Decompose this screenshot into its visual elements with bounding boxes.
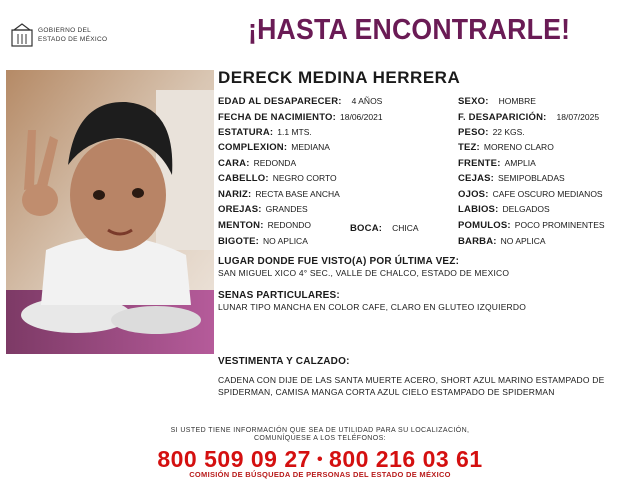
field-cara — [218, 158, 296, 169]
person-name: DERECK MEDINA HERRERA — [218, 68, 461, 87]
state-government-logo — [10, 22, 130, 48]
contact-note-line1: SI USTED TIENE INFORMACIÓN QUE SEA DE UTILIDAD PARA SU LOCALIZACIÓN, — [170, 427, 470, 434]
field-label: BOCA: — [350, 223, 383, 234]
field-label: NARIZ: — [218, 189, 252, 200]
child-photo-icon — [6, 70, 214, 354]
marks-title: SENAS PARTICULARES: — [218, 290, 340, 301]
field-value: DELGADOS — [502, 204, 550, 214]
field-value: SEMIPOBLADAS — [498, 173, 565, 183]
field-fecha-desaparicion — [458, 112, 599, 123]
field-label: ESTATURA: — [218, 127, 274, 138]
field-value: 18/06/2021 — [340, 112, 383, 122]
field-value: REDONDA — [253, 158, 297, 168]
field-label: PESO: — [458, 127, 489, 138]
field-menton — [218, 220, 311, 231]
field-bigote — [218, 236, 308, 247]
clothing-title: VESTIMENTA Y CALZADO: — [218, 356, 350, 367]
field-label: CARA: — [218, 158, 250, 169]
field-nariz — [218, 189, 340, 200]
last-seen-text: SAN MIGUEL XICO 4° SEC., VALLE DE CHALCO, ESTADO DE MEXICO — [218, 268, 510, 278]
logo-text-line2: ESTADO DE MÉXICO — [38, 36, 108, 43]
field-value: HOMBRE — [498, 96, 536, 106]
field-value: RECTA BASE ANCHA — [255, 189, 340, 199]
field-label: FRENTE: — [458, 158, 501, 169]
field-label: EDAD AL DESAPARECER: — [218, 96, 342, 107]
field-label: TEZ: — [458, 142, 480, 153]
field-label: BIGOTE: — [218, 236, 259, 247]
field-pomulos — [458, 220, 605, 231]
field-peso — [458, 127, 525, 138]
field-value: MEDIANA — [291, 142, 330, 152]
field-value: GRANDES — [265, 204, 308, 214]
field-label: OJOS: — [458, 189, 489, 200]
field-cejas — [458, 173, 565, 184]
headline: ¡HASTA ENCONTRARLE! — [248, 14, 571, 46]
field-label: OREJAS: — [218, 204, 262, 215]
field-value: CAFE OSCURO MEDIANOS — [492, 189, 603, 199]
phone-number-1[interactable]: 800 509 09 27 — [157, 446, 311, 472]
field-value: 18/07/2025 — [556, 112, 600, 122]
field-label: CEJAS: — [458, 173, 495, 184]
field-value: 1.1 MTS. — [277, 127, 312, 137]
field-value: REDONDO — [267, 220, 312, 230]
marks-text: LUNAR TIPO MANCHA EN COLOR CAFE, CLARO EN GLUTEO IZQUIERDO — [218, 302, 527, 312]
commission-name: COMISIÓN DE BÚSQUEDA DE PERSONAS DEL ESTADO DE MÉXICO — [189, 470, 451, 479]
last-seen-title: LUGAR DONDE FUE VISTO(A) POR ÚLTIMA VEZ: — [218, 256, 460, 267]
field-label: SEXO: — [458, 96, 489, 107]
field-label: LABIOS: — [458, 204, 499, 215]
phone-separator: • — [316, 451, 324, 468]
field-tez — [458, 142, 554, 153]
clothing-text: CADENA CON DIJE DE LAS SANTA MUERTE ACERO, SHORT AZUL MARINO ESTAMPADO DE SPIDERMAN, CAMISA MANGA CORTA AZUL CIELO ESTAMPADO DE SPIDERMAN — [218, 375, 605, 397]
field-value: NO APLICA — [262, 236, 308, 246]
field-value: NEGRO CORTO — [272, 173, 337, 183]
field-value: MORENO CLARO — [483, 142, 554, 152]
field-sexo — [458, 96, 536, 107]
contact-note-line2: COMUNÍQUESE A LOS TELÉFONOS: — [253, 435, 387, 442]
field-edad — [218, 96, 382, 107]
field-value: NO APLICA — [500, 236, 546, 246]
phone-number-2[interactable]: 800 216 03 61 — [329, 446, 483, 472]
field-label: FECHA DE NACIMIENTO: — [218, 112, 336, 123]
field-value: 4 AÑOS — [351, 96, 383, 106]
field-value: 22 KGS. — [492, 127, 525, 137]
field-complexion — [218, 142, 330, 153]
field-label: F. DESAPARICIÓN: — [458, 112, 547, 123]
field-boca — [350, 223, 419, 234]
missing-person-photo — [6, 70, 214, 354]
logo-text-line1: GOBIERNO DEL — [38, 27, 92, 34]
phone-numbers — [0, 446, 640, 473]
field-fecha-nacimiento — [218, 112, 383, 123]
field-label: COMPLEXION: — [218, 142, 288, 153]
field-label: BARBA: — [458, 236, 497, 247]
field-barba — [458, 236, 546, 247]
field-cabello — [218, 173, 337, 184]
field-value: CHICA — [392, 223, 419, 233]
state-emblem-icon — [10, 22, 34, 48]
field-value: POCO PROMINENTES — [514, 220, 605, 230]
field-labios — [458, 204, 550, 215]
field-orejas — [218, 204, 308, 215]
field-ojos — [458, 189, 603, 200]
field-estatura — [218, 127, 312, 138]
field-label: CABELLO: — [218, 173, 269, 184]
field-value: AMPLIA — [504, 158, 536, 168]
field-label: POMULOS: — [458, 220, 511, 231]
field-frente — [458, 158, 536, 169]
field-label: MENTON: — [218, 220, 264, 231]
